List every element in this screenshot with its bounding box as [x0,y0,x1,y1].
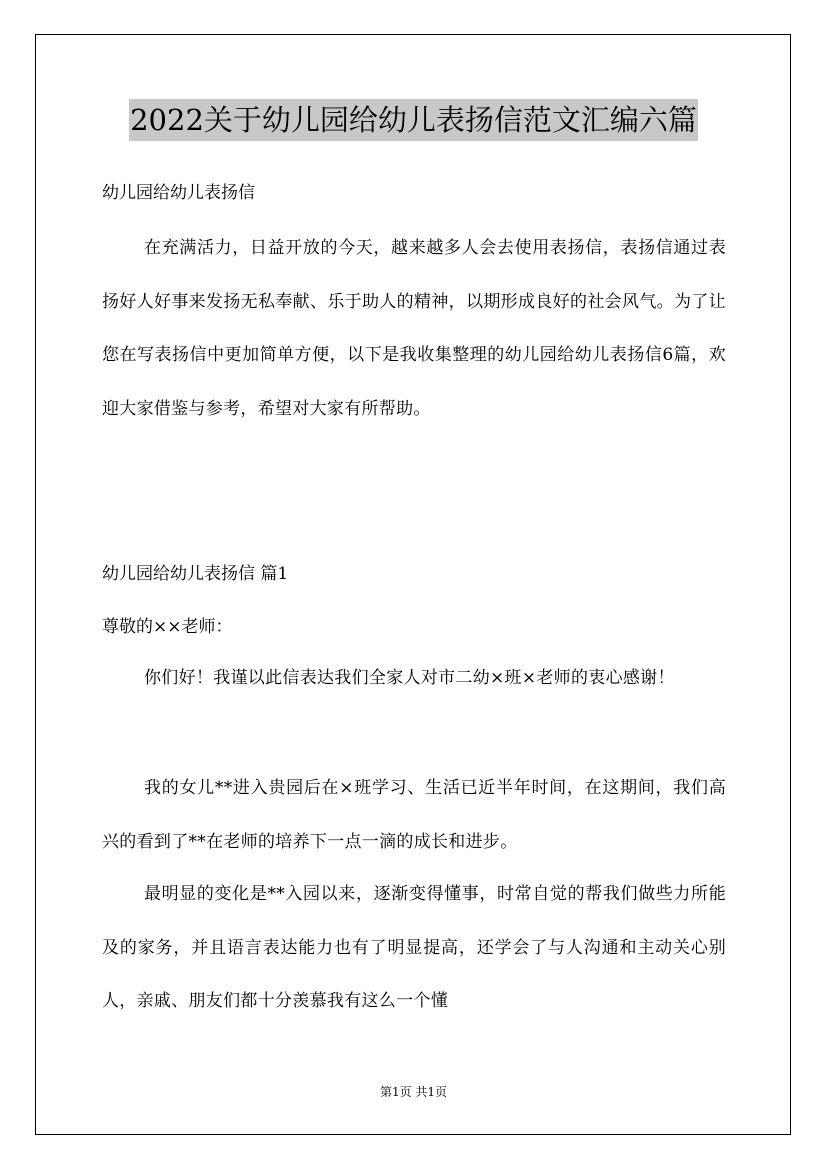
body-paragraph-3: 最明显的变化是**入园以来，逐渐变得懂事，时常自觉的帮我们做些力所能及的家务，并且语言表达能力也有了明显提高，还学会了与人沟通和主动关心别人，亲戚、朋友们都十分羡慕我有这么一个懂 [102,884,726,1011]
salutation: 尊敬的××老师： [102,617,233,637]
intro-paragraph: 在充满活力，日益开放的今天，越来越多人会去使用表扬信，表扬信通过表扬好人好事来发扬无私奉献、乐于助人的精神，以期形成良好的社会风气。为了让您在写表扬信中更加简单方便，以下是我收集整理的幼儿园给幼儿表扬信6篇，欢迎大家借鉴与参考，希望对大家有所帮助。 [102,238,726,419]
title-container [0,99,827,141]
article-heading: 幼儿园给幼儿表扬信 篇1 [102,564,289,584]
body-paragraph-2: 我的女儿**进入贵园后在×班学习、生活已近半年时间，在这期间，我们高兴的看到了**在老师的培养下一点一滴的成长和进步。 [102,778,726,852]
section-heading: 幼儿园给幼儿表扬信 [102,183,255,203]
body-paragraph-1: 你们好！我谨以此信表达我们全家人对市二幼×班×老师的衷心感谢！ [144,668,675,688]
document-title: 2022关于幼儿园给幼儿表扬信范文汇编六篇 [129,99,698,141]
page-footer: 第1页 共1页 [379,1085,448,1099]
